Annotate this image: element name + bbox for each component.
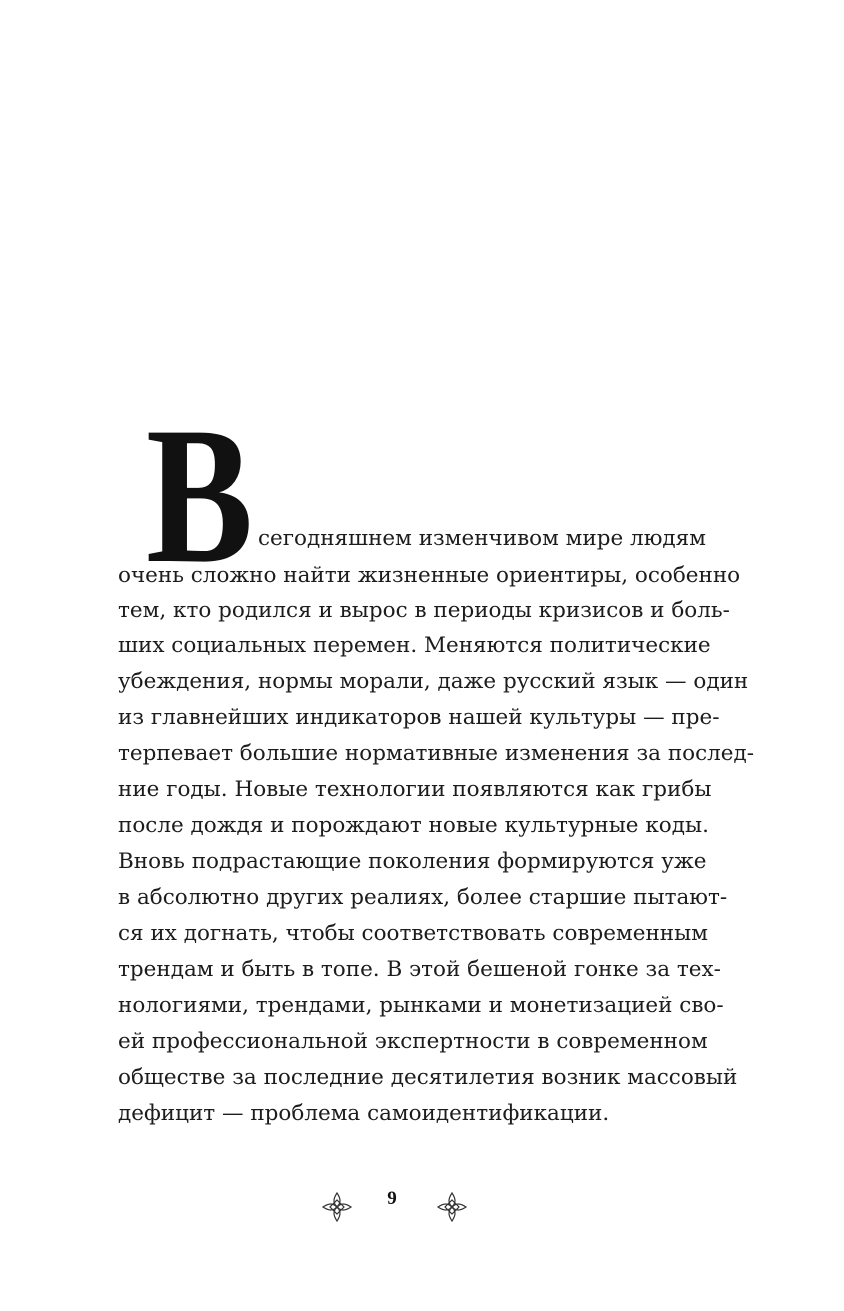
text-line: терпевает большие нормативные изменения за послед- bbox=[118, 741, 755, 766]
text-line: сегодняшнем изменчивом мире людям bbox=[258, 526, 706, 551]
text-line: в абсолютно других реалиях, более старшие пытают- bbox=[118, 885, 728, 910]
text-line: из главнейших индикаторов нашей культуры — пре- bbox=[118, 705, 720, 730]
page-footer bbox=[0, 1186, 844, 1226]
text-line: ших социальных перемен. Меняются политические bbox=[118, 633, 711, 658]
text-line: ей профессиональной экспертности в современном bbox=[118, 1029, 708, 1054]
text-line: Вновь подрастающие поколения формируются уже bbox=[118, 849, 707, 874]
text-line: очень сложно найти жизненные ориентиры, особенно bbox=[118, 563, 741, 588]
text-line: трендам и быть в топе. В этой бешеной гонке за тех- bbox=[118, 957, 721, 982]
text-line: тем, кто родился и вырос в периоды кризисов и боль- bbox=[118, 598, 730, 623]
text-line: обществе за последние десятилетия возник массовый bbox=[118, 1065, 738, 1090]
text-line: после дождя и порождают новые культурные коды. bbox=[118, 813, 709, 838]
floral-ornament-icon bbox=[435, 1190, 469, 1224]
text-line: убеждения, нормы морали, даже русский язык — один bbox=[118, 669, 749, 694]
text-line: ние годы. Новые технологии появляются как грибы bbox=[118, 777, 712, 802]
page-number: 9 bbox=[387, 1188, 397, 1209]
drop-cap-letter: В bbox=[146, 387, 254, 604]
floral-ornament-icon bbox=[320, 1190, 354, 1224]
text-line: нологиями, трендами, рынками и монетизацией сво- bbox=[118, 993, 724, 1018]
text-line: ся их догнать, чтобы соответствовать современным bbox=[118, 921, 708, 946]
text-line: дефицит — проблема самоидентификации. bbox=[118, 1101, 610, 1126]
